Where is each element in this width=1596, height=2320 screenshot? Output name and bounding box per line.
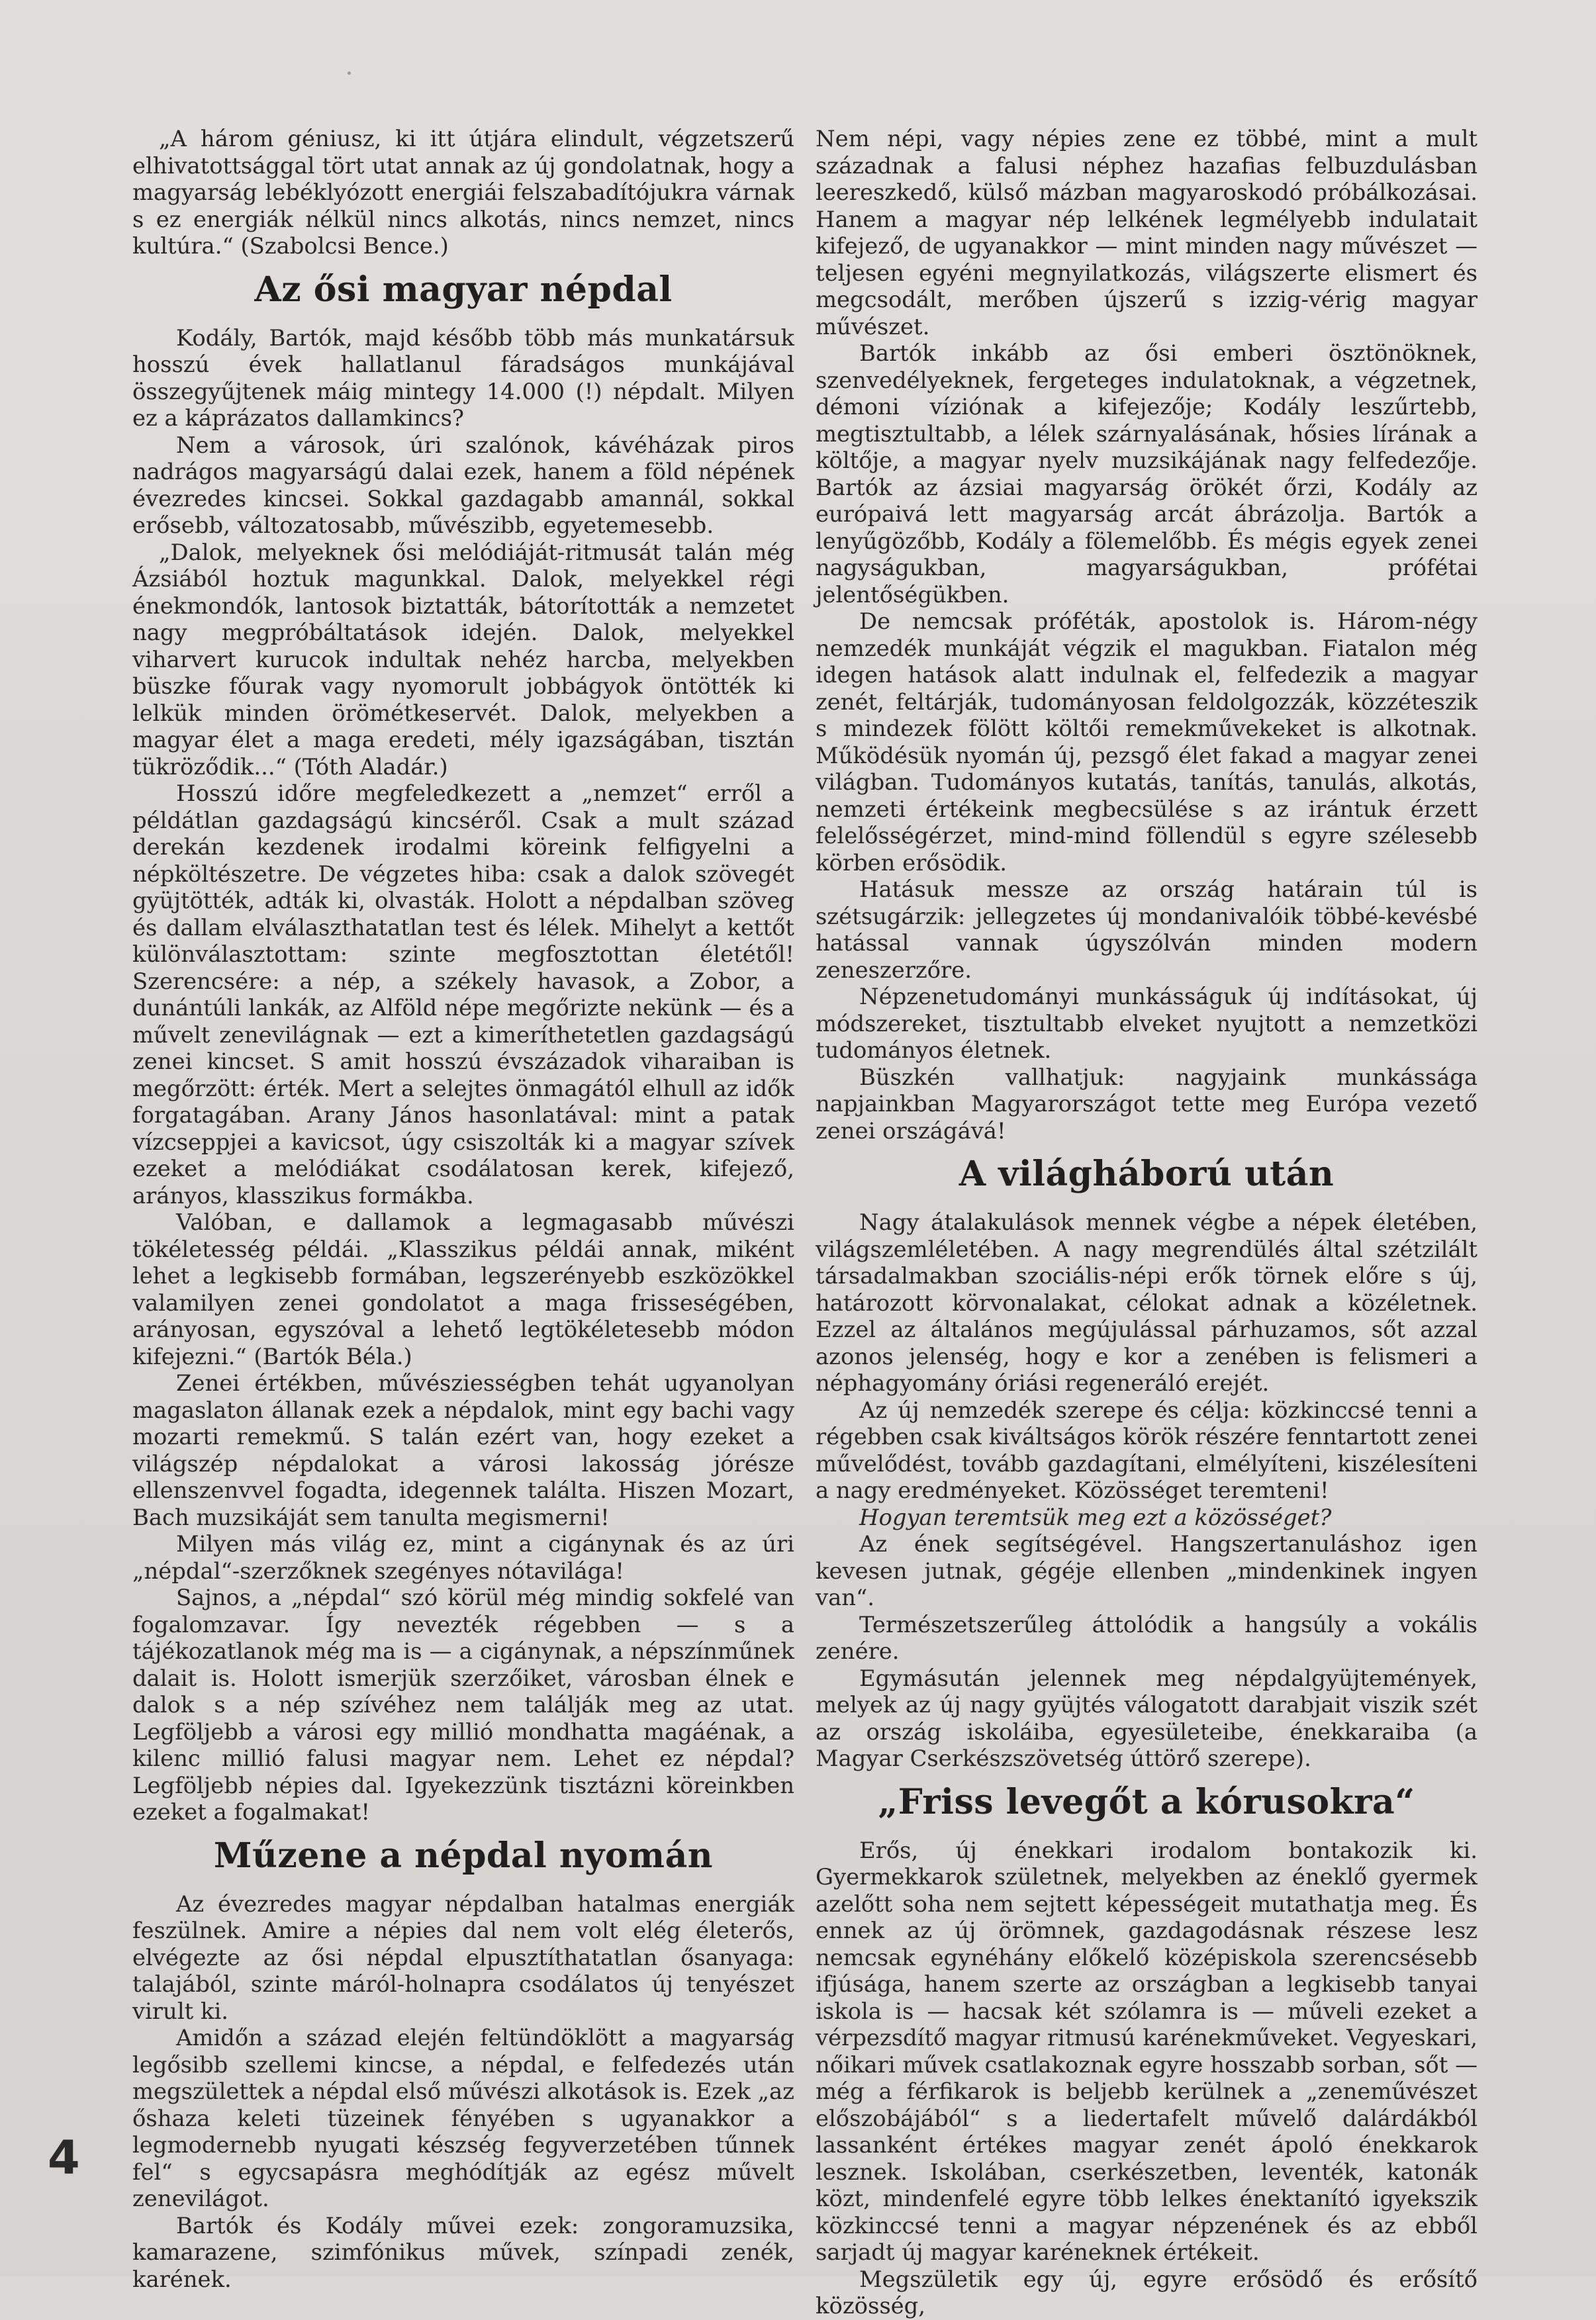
section-heading-ancient-folksong: Az ősi magyar népdal (254, 269, 673, 310)
paragraph: Amidőn a század elején feltündöklött a magyarság legősibb szellemi kincse, a népdal, e felfedezés után megszülettek a népdal első művészi alkotások is. Ezek „az őshaza keleti tüzeinek fényében s ugyanakkor a legmodernebb nyugati készség fegyverzetében tűnnek fel“ s egycsapásra meghódítják az egész művelt zenevilágot. (132, 2025, 794, 2211)
paragraph: Milyen más világ ez, mint a cigánynak és az úri „népdal“-szerzőknek szegényes nótavilága! (132, 1531, 794, 1584)
print-speck (348, 71, 351, 75)
paragraph: Sajnos, a „népdal“ szó körül még mindig sokfelé van fogalomzavar. Így nevezték régebben — s a tájékozatlanok még ma is — a cigánynak, a népszínműnek dalait is. Holott ismerjük szerzőiket, városban élnek e dalok s a nép szívéhez nem találják meg az utat. Legföljebb a városi egy millió mondhatta magáénak, a kilenc millió falusi magyar nem. Lehet ez népdal? Legföljebb népies dal. Igyekezzünk tisztázni köreinkben ezeket a fogalmakat! (132, 1585, 794, 1825)
section-heading-fresh-air-choirs: „Friss levegőt a kórusokra“ (878, 1781, 1415, 1822)
paragraph: Nem népi, vagy népies zene ez többé, mint a mult századnak a falusi néphez hazafias felbuzdulásban leereszkedő, külső mázban magyaroskodó próbálkozásai. Hanem a magyar nép lelkének legmélyebb indulatait kifejező, de ugyanakkor — mint minden nagy művészet — teljesen egyéni megnyilatkozás, világszerte elismert és megcsodált, merőben újszerű s izzig-vérig magyar művészet. (816, 126, 1478, 340)
paragraph: Bartók inkább az ősi emberi ösztönöknek, szenvedélyeknek, fergeteges indulatoknak, a végzetnek, démoni víziónak a kifejezője; Kodály leszűrtebb, megtisztultabb, a lélek szárnyalásának, hősies lírának a költője, a magyar nyelv muzsikájának nagy felfedezője. Bartók az ázsiai magyarság örökét őrzi, Kodály az európaivá lett magyarság arcát ábrázolja. Bartók a lenyűgözőbb, Kodály a fölemelőbb. És mégis egyek zenei nagyságukban, magyarságukban, prófétai jelentőségükben. (816, 340, 1478, 608)
right-column (816, 126, 1478, 2320)
paragraph: Hogyan teremtsük meg ezt a közösséget? (859, 1504, 1332, 1530)
paragraph: Az új nemzedék szerepe és célja: közkinccsé tenni a régebben csak kiváltságos körök részére fenntartott zenei művelődést, tovább gazdagítani, elmélyíteni, kiszélesíteni a nagy eredményeket. Közösséget teremteni! (816, 1397, 1478, 1503)
paragraph: Megszületik egy új, egyre erősödő és erősítő közösség, (816, 2266, 1478, 2319)
paragraph: Bartók és Kodály művei ezek: zongoramuzsika, kamarazene, szimfónikus művek, színpadi zenék, karének. (132, 2212, 794, 2292)
paragraph: Kodály, Bartók, majd később több más munkatársuk hosszú évek hallatlanul fáradságos munkájával összegyűjtenek máig mintegy 14.000 (!) népdalt. Milyen ez a káprázatos dallamkincs? (132, 324, 794, 431)
paragraph: Zenei értékben, művésziességben tehát ugyanolyan magaslaton állanak ezek a népdalok, mint egy bachi vagy mozarti remekmű. S talán ezért van, hogy ezeket a világszép népdalokat a városi lakosság jórésze ellenszenvvel fogadta, idegennek találta. Hiszen Mozart, Bach muzsikáját sem tanulta megismerni! (132, 1370, 794, 1530)
intro-quote: „A három géniusz, ki itt útjára elindult, végzetszerű elhivatottsággal tört utat annak az új gondolatnak, hogy a magyarság lebéklyózott energiái felszabadítójukra várnak s ez energiák nélkül nincs alkotás, nincs nemzet, nincs kultúra.“ (Szabolcsi Bence.) (132, 126, 794, 259)
section-heading-art-music: Műzene a népdal nyomán (213, 1835, 714, 1876)
paragraph: Büszkén vallhatjuk: nagyjaink munkássága napjainkban Magyarországot tette meg Európa vezető zenei országává! (816, 1064, 1478, 1144)
page-number: 4 (48, 2131, 80, 2185)
paragraph: Egymásután jelennek meg népdalgyüjtemények, melyek az új nagy gyüjtés válogatott darabjait viszik szét az ország iskoláiba, egyesületeibe, énekkaraiba (a Magyar Cserkészszövetség úttörő szerepe). (816, 1665, 1478, 1771)
left-column (132, 126, 794, 2293)
paragraph: Erős, új énekkari irodalom bontakozik ki. Gyermekkarok születnek, melyekben az éneklő gyermek azelőtt soha nem sejtett képességeit mutathatja meg. És ennek az új örömnek, gazdagodásnak részese lesz nemcsak egynéhány előkelő középiskola szerencsésebb ifjúsága, hanem szerte az országban a legkisebb tanyai iskola is — hacsak két szólamra is — műveli ezeket a vérpezsdítő magyar ritmusú karénekműveket. Vegyeskari, nőikari művek csatlakoznak egyre hosszabb sorban, sőt — még a férfikarok is beljebb kerülnek a „zeneművészet előszobájából“ s a liedertafelt művelő dalárdákból lassanként értékes magyar zenét ápoló énekkarok lesznek. Iskolában, cserkészetben, leventék, katonák közt, mindenfelé egyre több lelkes énektanító igyekszik közkinccsé tenni a magyar népzenének és az ebből sarjadt új magyar karéneknek értékeit. (816, 1837, 1478, 2265)
paragraph: Nagy átalakulások mennek végbe a népek életében, világszemléletében. A nagy megrendülés által szétzilált társadalmakban szociális-népi erők törnek előre s új, határozott körvonalakat, célokat adnak a közéletnek. Ezzel az általános megújulással párhuzamos, sőt azzal azonos jelenség, hogy e kor a zenében is felismeri a néphagyomány óriási regeneráló erejét. (816, 1209, 1478, 1396)
paragraph: Hatásuk messze az ország határain túl is szétsugárzik: jellegzetes új mondanivalóik többé-kevésbé hatással vannak úgyszólván minden modern zeneszerzőre. (816, 876, 1478, 983)
paragraph: Népzenetudományi munkásságuk új indításokat, új módszereket, tisztultabb elveket nyujtott a nemzetközi tudományos életnek. (816, 984, 1478, 1063)
paragraph: Természetszerűleg áttolódik a hangsúly a vokális zenére. (816, 1611, 1478, 1664)
paragraph: Nem a városok, úri szalónok, kávéházak piros nadrágos magyarságú dalai ezek, hanem a föld népének évezredes kincsei. Sokkal gazdagabb amannál, sokkal erősebb, változatosabb, művészibb, egyetemesebb. (132, 432, 794, 538)
paragraph: De nemcsak próféták, apostolok is. Három-négy nemzedék munkáját végzik el magukban. Fiatalon még idegen hatások alatt indulnak el, felfedezik a magyar zenét, feltárják, tudományosan feldolgozzák, közzéteszik s mindezek fölött költői remekművekeket is alkotnak. Működésük nyomán új, pezsgő élet fakad a magyar zenei világban. Tudományos kutatás, tanítás, tanulás, alkotás, nemzeti értékeink megbecsülése s az irántuk érzett felelősségérzet, mind-mind föllendül s egyre szélesebb körben erősödik. (816, 608, 1478, 876)
paragraph: Az ének segítségével. Hangszertanuláshoz igen kevesen jutnak, gégéje ellenben „mindenkinek ingyen van“. (816, 1531, 1478, 1610)
paragraph: Hosszú időre megfeledkezett a „nemzet“ erről a példátlan gazdagságú kincséről. Csak a mult század derekán kezdenek irodalmi köreink felfigyelni a népköltészetre. De végzetes hiba: csak a dalok szövegét gyüjtötték, adták ki, olvasták. Holott a népdalban szöveg és dallam elválaszthatatlan test és lélek. Mihelyt a kettőt különválasztottam: szinte megfosztottan életétől! Szerencsére: a nép, a székely havasok, a Zobor, a dunántúli lankák, az Alföld népe megőrizte nekünk — és a művelt zenevilágnak — ezt a kimeríthetetlen gazdagságú zenei kincset. S amit hosszú évszázadok viharaiban is megőrzött: érték. Mert a selejtes önmagától elhull az idők forgatagában. Arany János hasonlatával: mint a patak vízcseppjei a kavicsot, úgy csiszolták ki a magyar szívek ezeket a melódiákat csodálatosan kerek, kifejező, arányos, klasszikus formákba. (132, 780, 794, 1209)
paragraph: Az évezredes magyar népdalban hatalmas energiák feszülnek. Amire a népies dal nem volt elég életerős, elvégezte az ősi népdal elpusztíthatatlan ősanyaga: talajából, szinte máról-holnapra csodálatos új tenyészet virult ki. (132, 1890, 794, 2024)
paragraph: Valóban, e dallamok a legmagasabb művészi tökéletesség példái. „Klasszikus példái annak, miként lehet a legkisebb formában, legszerényebb eszközökkel valamilyen zenei gondolatot a maga frisseségében, arányosan, egyszóval a lehető legtökéletesebb módon kifejezni.“ (Bartók Béla.) (132, 1209, 794, 1369)
paragraph: „Dalok, melyeknek ősi melódiáját-ritmusát talán még Ázsiából hoztuk magunkkal. Dalok, melyekkel régi énekmondók, lantosok biztatták, bátorították a nemzetet nagy megpróbáltatások idején. Dalok, melyekkel viharvert kurucok indultak nehéz harcba, melyekben büszke főurak vagy nyomorult jobbágyok öntötték ki lelkük minden örömétkeservét. Dalok, melyekben a magyar élet a maga eredeti, mély igazságában, tisztán tükröződik...“ (Tóth Aladár.) (132, 539, 794, 780)
section-heading-after-world-war: A világháború után (959, 1154, 1335, 1194)
